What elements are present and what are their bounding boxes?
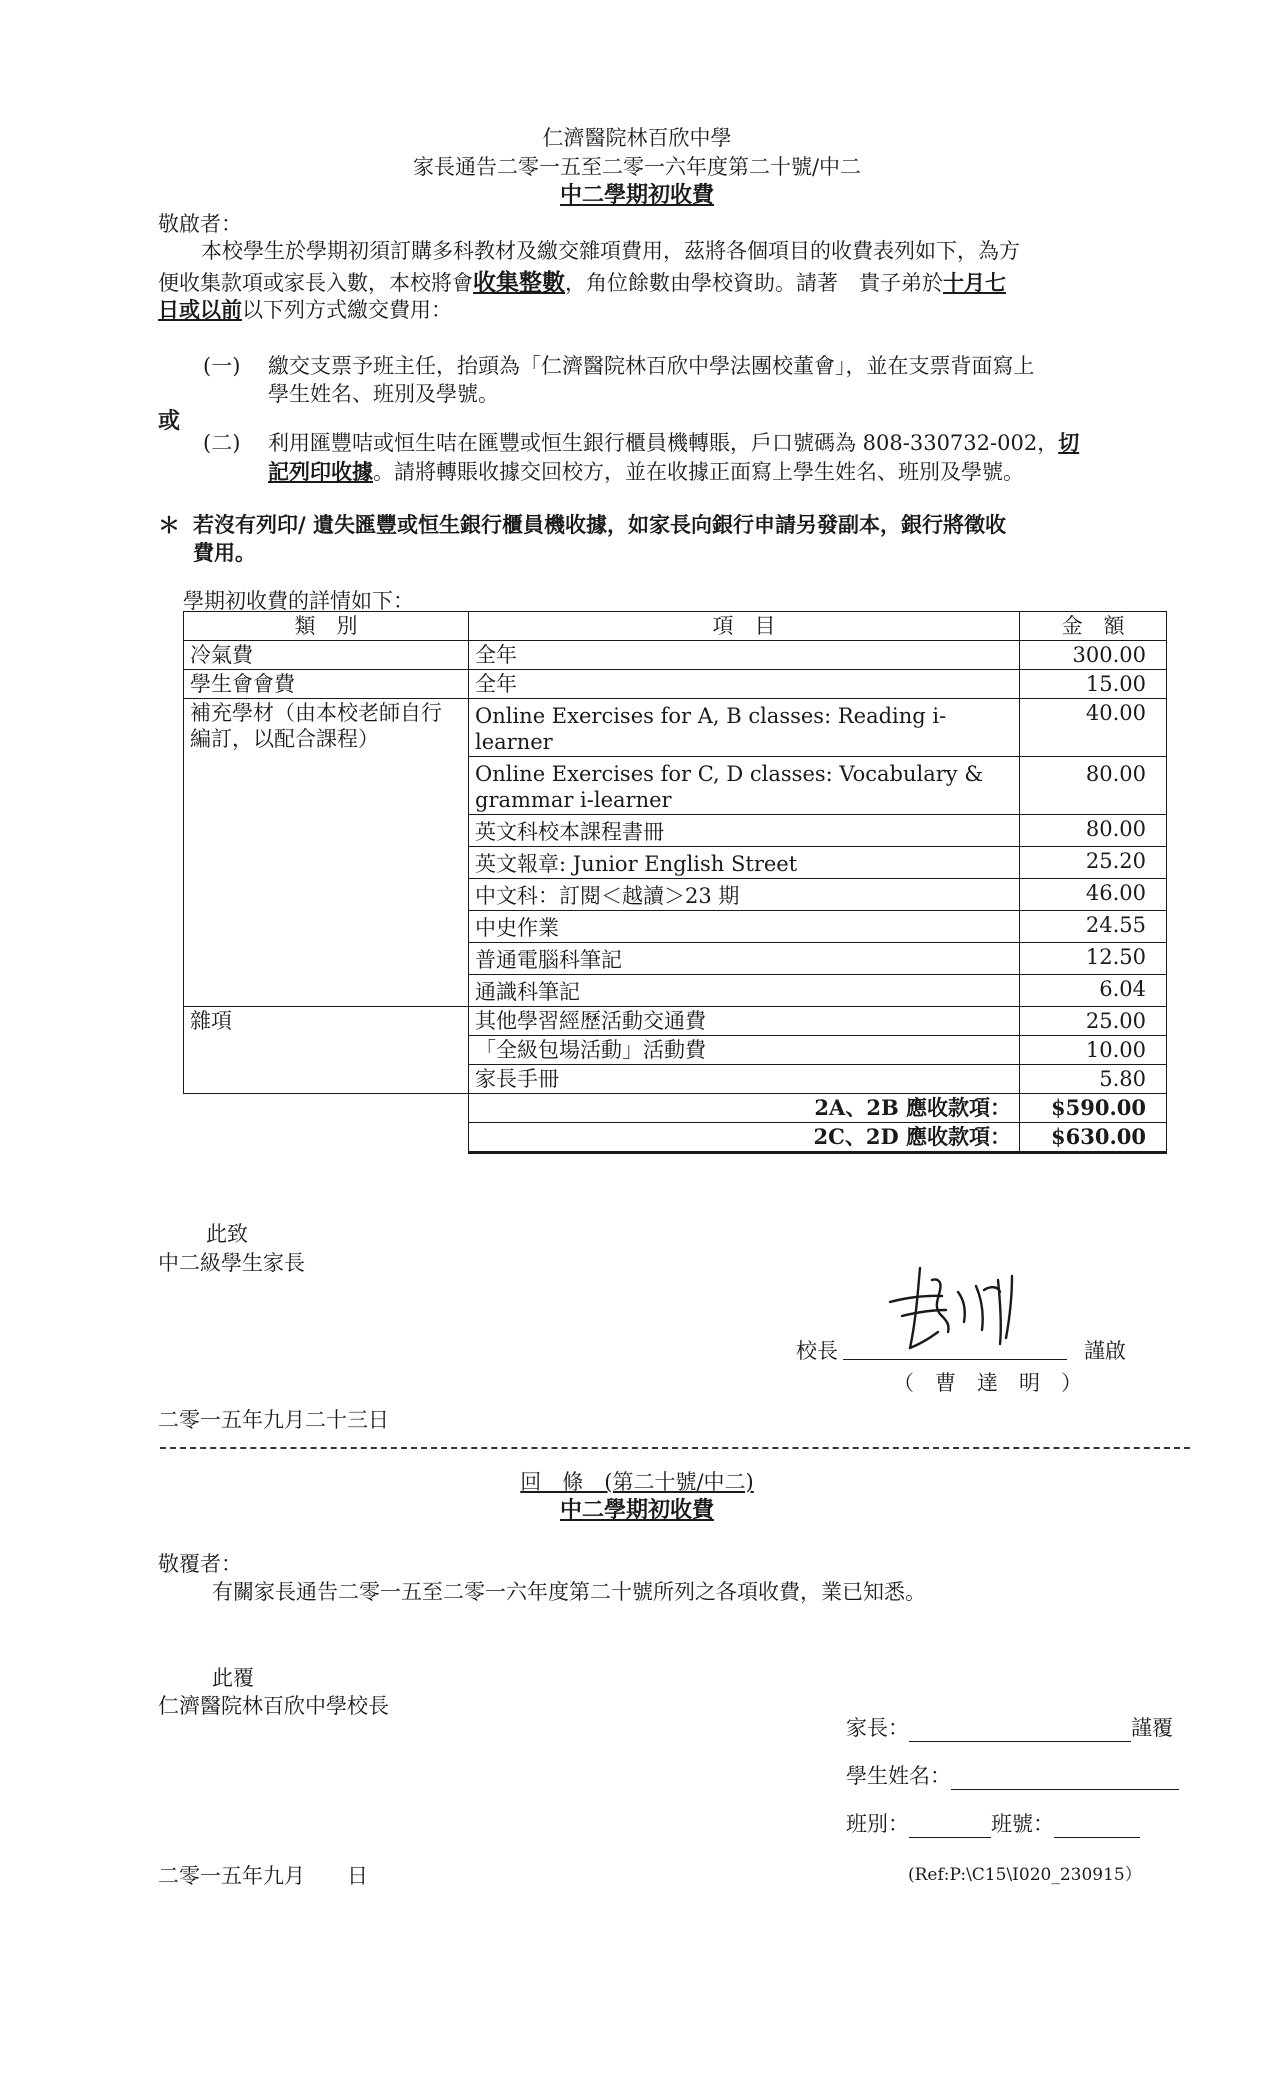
item-cell: 其他學習經歷活動交通費 [469,1007,1020,1036]
method-1-line-1: 繳交支票予班主任，抬頭為「仁濟醫院林百欣中學法團校董會」，並在支票背面寫上 [268,354,1035,378]
amount-cell: 10.00 [1020,1036,1167,1065]
item-cell: 通識科筆記 [469,975,1020,1007]
salutation: 敬啟者： [158,212,242,236]
amount-cell: 40.00 [1020,699,1167,757]
reply-cifu: 此覆 [212,1666,254,1690]
reply-title: 回 條 (第二十號/中二) [520,1470,754,1494]
total-row [184,1094,1167,1123]
intro-text-3: 以下列方式繳交費用： [242,298,452,322]
closing-recipient: 中二級學生家長 [158,1251,305,1275]
intro-line-2 [158,264,1006,297]
school-name: 仁濟醫院林百欣中學 [542,126,732,150]
amount-cell: 5.80 [1020,1065,1167,1094]
remember-print-part-1: 切 [1058,430,1080,455]
reply-body: 有關家長通告二零一五至二零一六年度第二十號所列之各項收費，業已知悉。 [212,1580,926,1604]
table-row [184,670,1167,699]
item-cell: 普通電腦科筆記 [469,943,1020,975]
reference-code: (Ref:P:\C15\I020_230915） [908,1865,1142,1885]
class-line [909,1815,991,1838]
number-label: 班號： [991,1812,1054,1836]
reply-date: 二零一五年九月 日 [158,1864,368,1888]
intro-text: 便收集款項或家長入數，本校將會 [158,271,473,295]
total-label-cd: 2C、2D 應收款項： [469,1123,1020,1153]
category-cell: 學生會會費 [184,670,469,699]
method-1-label: (一) [203,354,241,378]
method-2-text-2: 。請將轉賬收據交回校方，並在收據正面寫上學生姓名、班別及學號。 [373,460,1024,484]
amount-cell: 15.00 [1020,670,1167,699]
principal-respect: 謹啟 [1084,1339,1126,1363]
amount-cell: 80.00 [1020,815,1167,847]
method-2-line-1 [268,427,1079,457]
circular-number: 家長通告二零一五至二零一六年度第二十號/中二 [412,155,862,179]
tear-off-line [160,1447,1190,1449]
closing-cizhi: 此致 [206,1222,248,1246]
item-cell: 全年 [469,670,1020,699]
note-line-2: 費用。 [193,540,256,565]
intro-line-1: 本校學生於學期初須訂購多科教材及繳交雜項費用，茲將各個項目的收費表列如下，為方 [201,239,1020,263]
or-label: 或 [158,408,181,434]
item-cell: 中文科：訂閱＜越讀＞23 期 [469,879,1020,911]
table-header-row [184,612,1167,641]
table-row [184,1007,1167,1036]
principal-name: （ 曹 達 明 ） [893,1371,1082,1395]
number-line [1054,1815,1140,1838]
misc-category-cell: 雜項 [184,1007,469,1094]
total-label-ab: 2A、2B 應收款項： [469,1094,1020,1123]
student-name-line [951,1767,1179,1790]
signature-line [843,1359,1067,1360]
reply-subtitle: 中二學期初收費 [559,1497,714,1523]
intro-text-2: ，角位餘數由學校資助。請著 貴子弟於 [565,271,943,295]
student-name-field [846,1760,1179,1790]
class-field [846,1808,1140,1838]
method-2-text: 利用匯豐咭或恒生咭在匯豐或恒生銀行櫃員機轉賬，戶口號碼為 808-330732-002， [268,431,1059,455]
item-cell: 英文科校本課程書冊 [469,815,1020,847]
deadline-part-2: 日或以前 [158,297,242,322]
table-row [184,641,1167,670]
materials-category-cell: 補充學材（由本校老師自行編訂，以配合課程） [184,699,469,1007]
remember-print-part-2: 記列印收據 [268,459,373,484]
deadline-part-1: 十月七 [943,270,1006,295]
notice-title: 中二學期初收費 [559,182,714,208]
item-cell: 全年 [469,641,1020,670]
method-1-line-2: 學生姓名、班別及學號。 [268,382,499,406]
amount-cell: 46.00 [1020,879,1167,911]
item-cell: Online Exercises for C, D classes: Vocabulary & grammar i-learner [469,757,1020,815]
reply-recipient: 仁濟醫院林百欣中學校長 [158,1694,389,1718]
header-item: 項 目 [469,612,1020,641]
item-cell: 英文報章: Junior English Street [469,847,1020,879]
parent-field [846,1712,1173,1742]
category-cell: 冷氣費 [184,641,469,670]
notice-date: 二零一五年九月二十三日 [158,1408,389,1432]
total-row [184,1123,1167,1153]
reply-salutation: 敬覆者： [158,1552,242,1576]
fee-table [183,611,1167,1154]
header-amount: 金 額 [1020,612,1167,641]
principal-signature [880,1240,1050,1360]
method-2-line-2 [268,456,1024,486]
parent-signature-line [909,1719,1131,1742]
table-caption: 學期初收費的詳情如下： [183,589,414,613]
total-amount-cd: $630.00 [1020,1123,1167,1153]
header-category: 類 別 [184,612,469,641]
collect-whole-amount: 收集整數 [473,269,565,296]
item-cell: 中史作業 [469,911,1020,943]
table-row [184,699,1167,757]
amount-cell: 6.04 [1020,975,1167,1007]
principal-label: 校長 [796,1339,838,1363]
class-label: 班別： [846,1812,909,1836]
amount-cell: 25.20 [1020,847,1167,879]
amount-cell: 24.55 [1020,911,1167,943]
asterisk-icon: ＊ [158,513,181,539]
parent-label: 家長： [846,1716,909,1740]
amount-cell: 25.00 [1020,1007,1167,1036]
parent-respect: 謹覆 [1131,1716,1173,1740]
amount-cell: 12.50 [1020,943,1167,975]
method-2-label: (二) [203,431,241,455]
total-amount-ab: $590.00 [1020,1094,1167,1123]
amount-cell: 80.00 [1020,757,1167,815]
item-cell: 「全級包場活動」活動費 [469,1036,1020,1065]
note-line-1: 若沒有列印/ 遺失匯豐或恒生銀行櫃員機收據，如家長向銀行申請另發副本，銀行將徵收 [193,512,1006,537]
intro-line-3 [158,294,452,324]
student-name-label: 學生姓名： [846,1764,951,1788]
item-cell: 家長手冊 [469,1065,1020,1094]
item-cell: Online Exercises for A, B classes: Reading i-learner [469,699,1020,757]
amount-cell: 300.00 [1020,641,1167,670]
